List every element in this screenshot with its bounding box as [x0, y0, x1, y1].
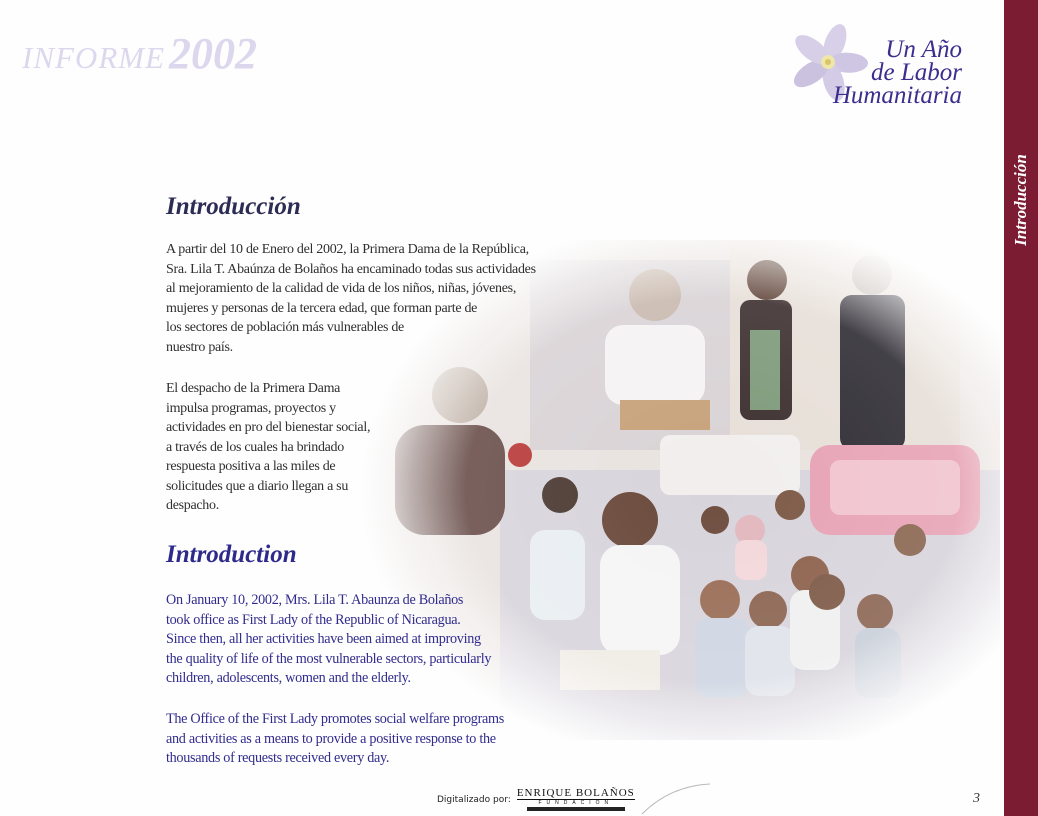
line: los sectores de población más vulnerables de [166, 320, 404, 335]
logo-text [833, 38, 962, 107]
foundation-name: ENRIQUE BOLAÑOS [516, 787, 635, 799]
line: nuestro país. [166, 339, 233, 355]
line: mujeres y personas de la tercera edad, que forman parte de [166, 300, 478, 316]
line: and activities as a means to provide a positive response to the [166, 730, 496, 747]
line: took office as First Lady of the Republic of Nicaragua. [166, 611, 461, 628]
logo-line-2: de Labor [871, 59, 962, 86]
line: respuesta positiva a las miles de [166, 459, 336, 474]
line: thousands of requests received every day. [166, 750, 390, 766]
paragraph-english-2 [166, 710, 546, 769]
sidebar-tab [1005, 150, 1037, 250]
line: On January 10, 2002, Mrs. Lila T. Abaunza de Bolaños [166, 592, 464, 608]
report-year: 2002 [169, 29, 258, 78]
paragraph-english-1 [166, 591, 526, 689]
foundation-logo [517, 788, 635, 811]
foundation-bar [527, 807, 625, 811]
line: the quality of life of the most vulnerable sectors, particularly [166, 650, 492, 667]
line: al mejoramiento de la calidad de vida de los niños, niñas, jóvenes, [166, 281, 517, 296]
decorative-swoosh [640, 780, 720, 816]
heading-english: Introduction [166, 541, 297, 568]
logo-line-1: Un Año [885, 36, 962, 63]
line: impulsa programas, proyectos y [166, 400, 336, 416]
line: actividades en pro del bienestar social, [166, 420, 371, 435]
report-word: INFORME [22, 40, 166, 75]
logo [786, 20, 976, 120]
line: Since then, all her activities have been aimed at improving [166, 631, 481, 647]
foundation-sub: FUNDACIÓN [538, 800, 614, 806]
line: The Office of the First Lady promotes social welfare programs [166, 711, 504, 727]
paragraph-spanish-1 [166, 240, 566, 357]
digitized-label: Digitalizado por: [437, 794, 511, 805]
line: El despacho de la Primera Dama [166, 381, 341, 396]
line: A partir del 10 de Enero del 2002, la Primera Dama de la República, [166, 242, 529, 257]
line: Sra. Lila T. Abaúnza de Bolaños ha encaminado todas sus actividades [166, 261, 536, 277]
line: solicitudes que a diario llegan a su [166, 478, 349, 494]
line: despacho. [166, 498, 219, 513]
heading-spanish: Introducción [166, 193, 301, 220]
report-title [22, 28, 257, 79]
logo-line-3: Humanitaria [832, 82, 962, 109]
line: a través de los cuales ha brindado [166, 439, 344, 455]
paragraph-spanish-2 [166, 379, 406, 516]
page-number: 3 [973, 791, 980, 806]
line: children, adolescents, women and the elderly. [166, 670, 411, 686]
sidebar-tab-label: Introducción [1011, 154, 1031, 246]
sidebar [1004, 0, 1038, 816]
digitized-by-footer [437, 788, 635, 811]
